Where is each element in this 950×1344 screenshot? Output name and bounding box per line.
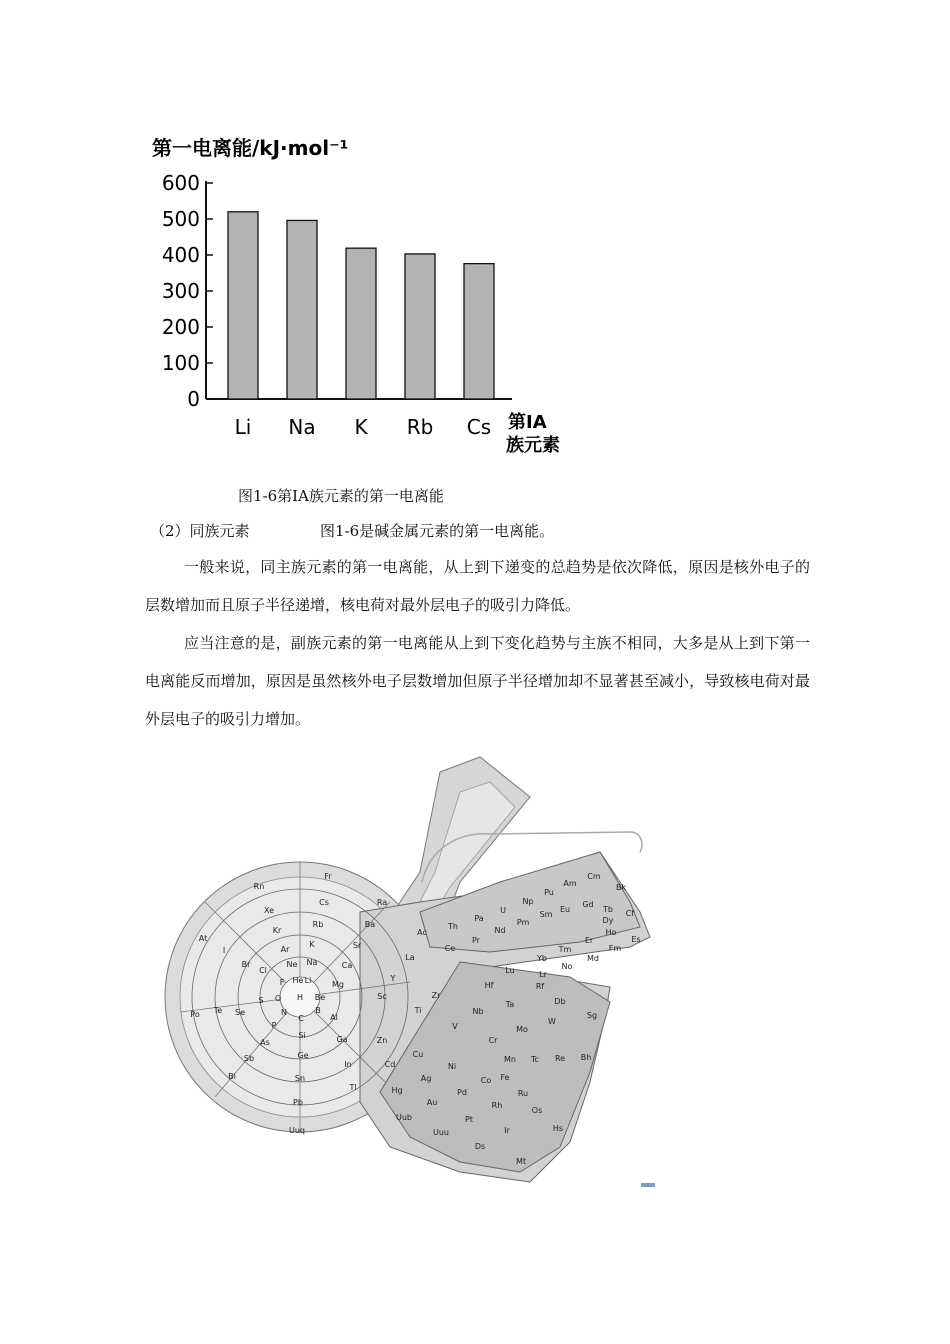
- element-co: Co: [480, 1076, 492, 1085]
- element-br: Br: [241, 960, 251, 969]
- element-al: Al: [330, 1013, 338, 1022]
- element-bi: Bi: [228, 1072, 236, 1081]
- paragraph-2: [145, 624, 810, 738]
- element-o: O: [274, 994, 282, 1003]
- element-tl: Tl: [349, 1083, 357, 1092]
- bar-Cs: [464, 264, 494, 399]
- element-fm: Fm: [608, 944, 622, 953]
- element-dy: Dy: [602, 916, 614, 925]
- element-pr: Pr: [472, 936, 480, 945]
- element-w: W: [548, 1017, 556, 1026]
- element-sg: Sg: [586, 1011, 598, 1020]
- element-h: H: [296, 993, 304, 1002]
- element-pm: Pm: [516, 918, 530, 927]
- element-c: C: [298, 1014, 304, 1023]
- element-rn: Rn: [253, 882, 265, 891]
- element-cl: Cl: [259, 966, 267, 975]
- element-sm: Sm: [539, 910, 553, 919]
- element-hg: Hg: [391, 1086, 403, 1095]
- element-fr: Fr: [324, 872, 332, 881]
- element-ce: Ce: [444, 944, 456, 953]
- element-es: Es: [631, 935, 641, 944]
- element-ru: Ru: [517, 1089, 529, 1098]
- element-f: F: [279, 978, 285, 987]
- element-uuu: Uuu: [433, 1128, 449, 1137]
- x-axis-label-line1: 第ⅠA: [508, 412, 547, 433]
- element-os: Os: [531, 1106, 543, 1115]
- element-ar: Ar: [280, 945, 290, 954]
- element-se: Se: [235, 1008, 245, 1017]
- y-tick-label-5: 500: [161, 207, 200, 231]
- element-ra: Ra: [376, 898, 388, 907]
- element-sc: Sc: [377, 992, 387, 1001]
- element-hs: Hs: [552, 1124, 564, 1133]
- element-ir: Ir: [504, 1126, 510, 1135]
- element-fe: Fe: [500, 1073, 510, 1082]
- element-lu: Lu: [505, 966, 515, 975]
- bar-Na: [287, 220, 317, 399]
- element-v: V: [452, 1022, 458, 1031]
- element-np: Np: [522, 897, 534, 906]
- element-ds: Ds: [474, 1142, 486, 1151]
- element-db: Db: [554, 997, 566, 1006]
- spiral-periodic-table: [160, 752, 660, 1190]
- element-hf: Hf: [484, 981, 494, 990]
- element-re: Re: [554, 1054, 566, 1063]
- element-xe: Xe: [263, 906, 275, 915]
- element-ca: Ca: [341, 961, 353, 970]
- element-si: Si: [298, 1031, 306, 1040]
- section-intro: 图1-6是碱金属元素的第一电离能。: [320, 522, 555, 540]
- element-pb: Pb: [293, 1098, 303, 1107]
- element-ta: Ta: [505, 1000, 515, 1009]
- element-am: Am: [563, 879, 577, 888]
- element-sn: Sn: [294, 1074, 306, 1083]
- element-pu: Pu: [544, 888, 554, 897]
- x-axis-label-line2: 族元素: [506, 435, 560, 456]
- element-na: Na: [306, 958, 318, 967]
- element-ho: Ho: [605, 928, 617, 937]
- element-ac: Ac: [417, 928, 427, 937]
- y-tick-label-0: 0: [187, 387, 200, 411]
- element-uub: Uub: [395, 1113, 413, 1122]
- element-li: Li: [304, 976, 312, 985]
- element-ba: Ba: [364, 920, 376, 929]
- category-label-Na: Na: [288, 415, 316, 439]
- element-no: No: [561, 962, 573, 971]
- element-at: At: [198, 934, 208, 943]
- y-tick-label-4: 400: [161, 243, 200, 267]
- element-ti: Ti: [414, 1006, 422, 1015]
- element-tb: Tb: [603, 905, 613, 914]
- ionization-energy-bar-chart: [140, 125, 580, 465]
- element-s: S: [258, 996, 264, 1005]
- element-th: Th: [448, 922, 458, 931]
- paragraph-1: [145, 548, 810, 624]
- element-yb: Yb: [537, 954, 547, 963]
- category-label-Cs: Cs: [466, 415, 492, 439]
- page-marker: [641, 1183, 655, 1187]
- element-pa: Pa: [474, 914, 484, 923]
- element-zn: Zn: [376, 1036, 388, 1045]
- element-mt: Mt: [515, 1157, 527, 1166]
- element-ne: Ne: [286, 960, 298, 969]
- element-in: In: [344, 1060, 352, 1069]
- category-label-K: K: [354, 415, 368, 439]
- element-cm: Cm: [587, 872, 601, 881]
- element-bh: Bh: [580, 1053, 592, 1062]
- element-tc: Tc: [531, 1055, 539, 1064]
- element-rb: Rb: [312, 920, 324, 929]
- paragraph-2-text: 应当注意的是，副族元素的第一电离能从上到下变化趋势与主族不相同，大多是从上到下第一电离能反而增加，原因是虽然核外电子层数增加但原子半径增加却不显著甚至减小，导致核电荷对最外层电子的吸引力增加。: [145, 634, 810, 728]
- element-lr: Lr: [539, 970, 547, 979]
- element-b: B: [315, 1006, 321, 1015]
- bar-K: [346, 248, 376, 399]
- bar-Rb: [405, 254, 435, 399]
- element-au: Au: [426, 1098, 438, 1107]
- element-sb: Sb: [243, 1054, 255, 1063]
- element-sr: Sr: [352, 941, 362, 950]
- chart-title: 第一电离能/kJ·mol⁻¹: [152, 136, 349, 160]
- element-kr: Kr: [272, 926, 282, 935]
- y-tick-label-2: 200: [161, 315, 200, 339]
- y-tick-label-6: 600: [161, 171, 200, 195]
- element-cs: Cs: [319, 898, 329, 907]
- element-p: P: [271, 1021, 277, 1030]
- element-ge: Ge: [297, 1051, 309, 1060]
- element-rh: Rh: [491, 1101, 503, 1110]
- element-as: As: [260, 1038, 270, 1047]
- category-label-Rb: Rb: [406, 415, 434, 439]
- element-y: Y: [390, 974, 396, 983]
- element-mg: Mg: [332, 980, 344, 989]
- element-mo: Mo: [516, 1025, 528, 1034]
- y-tick-label-1: 100: [161, 351, 200, 375]
- element-po: Po: [190, 1010, 200, 1019]
- element-zr: Zr: [431, 991, 441, 1000]
- element-cu: Cu: [412, 1050, 424, 1059]
- element-ag: Ag: [420, 1074, 432, 1083]
- element-eu: Eu: [559, 905, 571, 914]
- element-mn: Mn: [504, 1055, 516, 1064]
- paragraph-1-text: 一般来说，同主族元素的第一电离能，从上到下递变的总趋势是依次降低，原因是核外电子的层数增加而且原子半径递增，核电荷对最外层电子的吸引力降低。: [145, 558, 810, 614]
- element-md: Md: [587, 954, 599, 963]
- element-te: Te: [213, 1006, 223, 1015]
- element-cf: Cf: [625, 909, 635, 918]
- element-be: Be: [314, 993, 326, 1002]
- element-er: Er: [584, 936, 594, 945]
- element-pd: Pd: [457, 1088, 467, 1097]
- element-cd: Cd: [384, 1060, 396, 1069]
- element-u: U: [500, 906, 506, 915]
- element-pt: Pt: [465, 1115, 473, 1124]
- element-nb: Nb: [472, 1007, 484, 1016]
- element-tm: Tm: [558, 945, 572, 954]
- element-i: I: [222, 946, 226, 955]
- y-tick-label-3: 300: [161, 279, 200, 303]
- element-uuq: Uuq: [288, 1126, 306, 1135]
- figure-caption: 图1-6第ⅠA族元素的第一电离能: [238, 487, 444, 505]
- bar-Li: [228, 212, 258, 399]
- element-ga: Ga: [336, 1035, 348, 1044]
- category-label-Li: Li: [234, 415, 252, 439]
- section-heading: （2）同族元素: [150, 522, 250, 540]
- element-bk: Bk: [615, 883, 627, 892]
- element-la: La: [405, 953, 415, 962]
- element-gd: Gd: [582, 900, 594, 909]
- element-he: He: [292, 976, 304, 985]
- element-rf: Rf: [535, 982, 545, 991]
- element-ni: Ni: [447, 1062, 457, 1071]
- element-n: N: [281, 1008, 287, 1017]
- element-nd: Nd: [494, 926, 506, 935]
- element-k: K: [309, 940, 315, 949]
- element-cr: Cr: [488, 1036, 498, 1045]
